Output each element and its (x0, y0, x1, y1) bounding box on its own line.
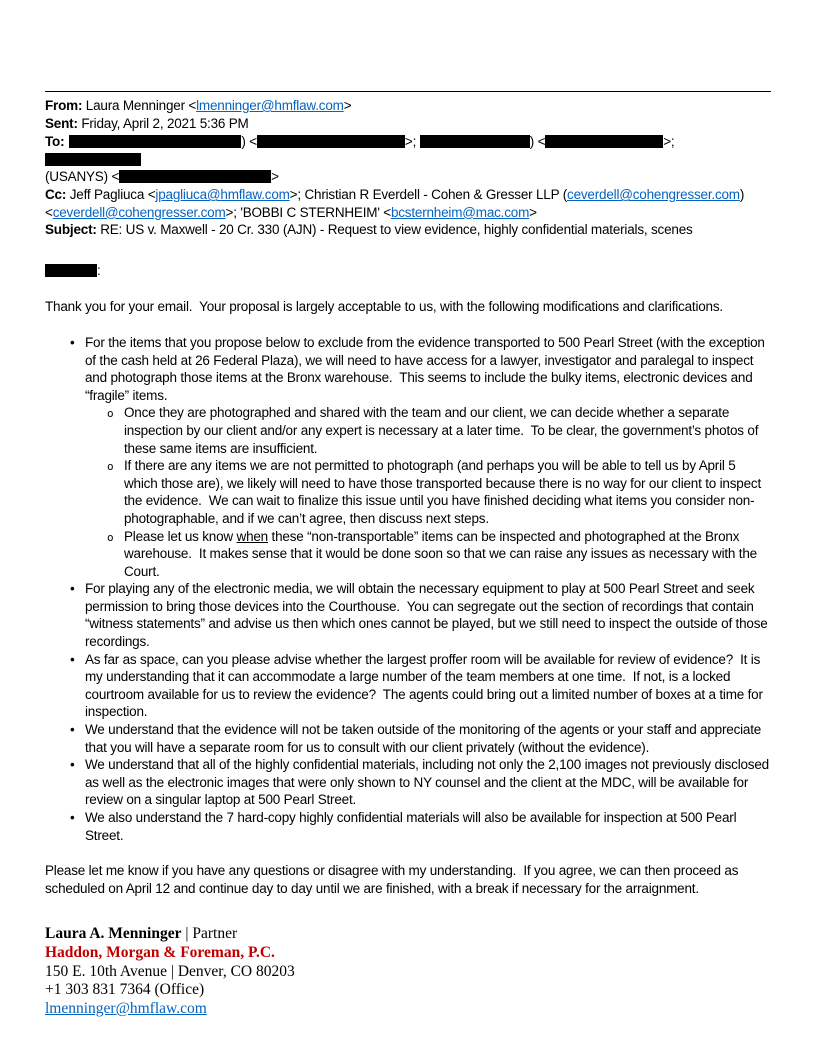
redaction-bar (257, 135, 405, 148)
closing-paragraph: Please let me know if you have any questions or disagree with my understanding. If you agree, we can then proceed as scheduled on April 12 and continue day to day until we are finished, with a break if necessary for the arraignment. (45, 863, 742, 896)
cc-email-link-2[interactable]: ceverdell@cohengresser.com (567, 187, 740, 203)
redaction-bar (119, 170, 271, 183)
bullet-item (45, 809, 771, 844)
signature-name: Laura A. Menninger (45, 925, 182, 943)
bullet-list (45, 334, 771, 844)
sub-bullet-text: these “non-transportable” items can be inspected and photographed at the Bronx warehouse. It makes sense that it would be done soon so that we can raise any issues as necessary with the Court. (124, 528, 761, 579)
cc-name-1: Jeff Pagliuca < (66, 187, 156, 203)
sub-bullet-text: Once they are photographed and shared with the team and our client, we can decide whether a separate inspection by our client and/or any expert is necessary at a later time. To be clear, the government’s photos of these same items are insufficient. (124, 405, 762, 456)
intro-paragraph: Thank you for your email. Your proposal is largely acceptable to us, with the following modifications and clarifications. (45, 299, 723, 315)
sub-bullet-text: Please let us know (124, 528, 237, 544)
cc-name-2: >; Christian R Everdell - Cohen & Gresser LLP ( (289, 187, 568, 203)
signature-email-link[interactable]: lmenninger@hmflaw.com (45, 999, 207, 1017)
sub-bullet-list (85, 404, 771, 580)
email-header (45, 97, 771, 239)
greeting-colon: : (97, 263, 101, 279)
signature-phone: +1 303 831 7364 (Office) (45, 981, 205, 999)
to-separator: >; (663, 134, 679, 149)
cc-name-3: >; 'BOBBI C STERNHEIM' < (225, 204, 391, 220)
bullet-text: We also understand the 7 hard-copy highly confidential materials will also be available for inspection at 500 Pearl Street. (85, 810, 740, 843)
bullet-text: For the items that you propose below to exclude from the evidence transported to 500 Pearl Street (with the exception of the cash held at 26 Federal Plaza), we will need to have access for a lawyer, investigator and paralegal to inspect and photograph those items at the Bronx warehouse. This seems to include the bulky items, electronic devices and “fragile” items. (85, 334, 769, 403)
signature-title: | Partner (181, 925, 238, 943)
signature-email-line (45, 1000, 771, 1019)
subject-label: Subject: (45, 222, 97, 238)
sent-label: Sent: (45, 116, 78, 131)
sub-bullet-text: If there are any items we are not permitted to photograph (and perhaps you will be able to tell us by April 5 which those are), we likely will need to have those transported because there is no way for our client to inspect the evidence. We can wait to finalize this issue until you have finished deciding what items you consider non-photographable, and if we can’t agree, then discuss next steps. (124, 458, 765, 526)
to-close: > (271, 169, 279, 185)
to-usanys-text: (USANYS) < (45, 169, 120, 185)
from-email-link[interactable]: lmenninger@hmflaw.com (196, 98, 344, 113)
bullet-item (45, 756, 771, 809)
cc-line (45, 186, 771, 221)
bullet-text: As far as space, can you please advise whether the largest proffer room will be available for review of evidence? It is my understanding that it can accommodate a large number of the team members at one time. If not, is a locked courtroom available for us to review the evidence? The agents could bring out a limited number of boxes at a time for inspection. (85, 651, 767, 720)
bullet-item (45, 721, 771, 756)
from-name: Laura Menninger < (82, 98, 197, 113)
cc-email-link-1[interactable]: jpagliuca@hmflaw.com (155, 187, 290, 203)
sent-line (45, 115, 771, 133)
to-line-continued (45, 168, 771, 186)
sent-value: Friday, April 2, 2021 5:36 PM (77, 116, 249, 131)
from-line (45, 97, 771, 115)
cc-email-link-4[interactable]: bcsternheim@mac.com (390, 204, 530, 220)
bullet-text: We understand that the evidence will not be taken outside of the monitoring of the agents or your staff and appreciate that you will have a separate room for us to consult with our client privately (without the evidence). (85, 722, 765, 755)
header-divider (45, 91, 771, 92)
redaction-bar (45, 153, 141, 166)
redaction-bar (545, 135, 663, 148)
subject-line (45, 221, 771, 239)
cc-separator: ) < (45, 187, 748, 220)
cc-close: > (529, 204, 537, 220)
to-separator: >; (404, 134, 420, 149)
sub-bullet-item (85, 457, 771, 527)
cc-label: Cc: (45, 187, 67, 203)
signature-name-line (45, 925, 771, 944)
to-label: To: (45, 134, 65, 149)
subject-value: RE: US v. Maxwell - 20 Cr. 330 (AJN) - Request to view evidence, highly confidential materials, scenes (96, 222, 693, 238)
bullet-item (45, 334, 771, 580)
signature-firm: Haddon, Morgan & Foreman, P.C. (45, 943, 275, 961)
underlined-word: when (236, 528, 268, 544)
bullet-text: We understand that all of the highly confidential materials, including not only the 2,100 images not previously disclosed as well as the electronic images that were only shown to NY counsel and the client at the MDC, will be available for review on a singular laptop at 500 Pearl Street. (85, 757, 773, 808)
bullet-text: For playing any of the electronic media, we will obtain the necessary equipment to play at 500 Pearl Street and seek permission to bring those devices into the Courthouse. You can segregate out the section of recordings that contain “witness statements” and advise us then which ones cannot be played, but we still need to inspect the outside of those recordings. (85, 581, 772, 650)
to-separator: ) < (529, 134, 546, 149)
to-line (45, 133, 771, 168)
to-separator: ) < (241, 134, 257, 149)
bullet-item (45, 580, 771, 650)
redaction-bar (45, 264, 97, 277)
sub-bullet-item (85, 528, 771, 581)
sub-bullet-item (85, 404, 771, 457)
cc-email-link-3[interactable]: ceverdell@cohengresser.com (52, 204, 226, 220)
from-close: > (343, 98, 352, 113)
signature-address: 150 E. 10th Avenue | Denver, CO 80203 (45, 962, 295, 980)
from-label: From: (45, 98, 83, 113)
redaction-bar (420, 135, 530, 148)
greeting-line (45, 262, 771, 280)
redaction-bar (69, 135, 241, 148)
signature-block (45, 925, 771, 1018)
bullet-item (45, 651, 771, 721)
